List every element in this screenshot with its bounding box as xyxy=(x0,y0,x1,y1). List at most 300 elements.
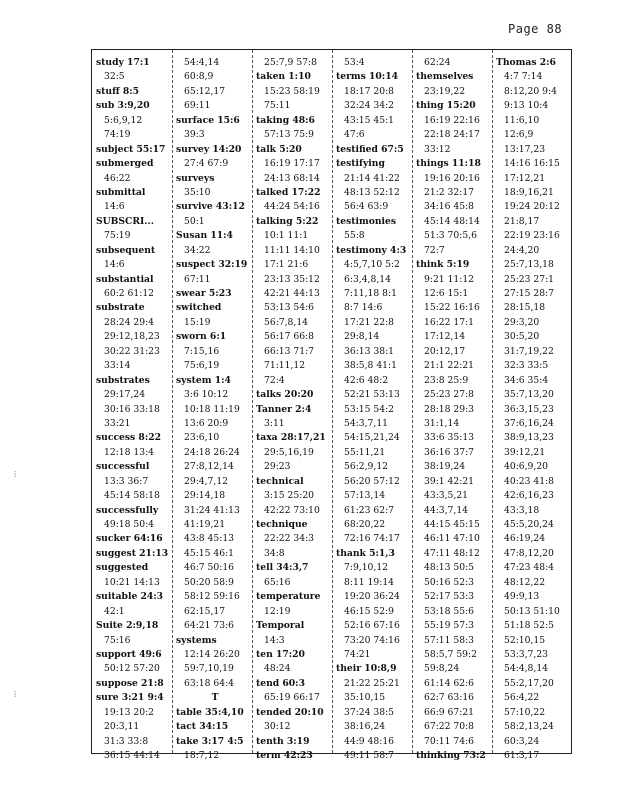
index-reference: 54:3,7,11 xyxy=(344,417,389,429)
index-reference: 46:15 52:9 xyxy=(344,605,395,617)
index-term: substrate xyxy=(96,302,145,314)
index-reference: 75:6,19 xyxy=(184,360,220,372)
index-reference: 15:22 16:16 xyxy=(424,302,480,314)
index-reference: 10:18 11:19 xyxy=(184,403,240,415)
index-term: talks 20:20 xyxy=(256,389,314,401)
index-reference: 38:16,24 xyxy=(344,721,386,733)
index-reference: 52:17 53:3 xyxy=(424,591,475,603)
index-reference: 53:13 54:6 xyxy=(264,302,315,314)
index-reference: 58:2,13,24 xyxy=(504,721,554,733)
index-term: thing 15:20 xyxy=(416,100,476,112)
index-reference: 16:19 22:16 xyxy=(424,114,480,126)
index-term: suitable 24:3 xyxy=(96,591,164,603)
index-term: Temporal xyxy=(256,620,305,632)
index-reference: 29:12,18,23 xyxy=(104,331,160,343)
index-reference: 48:24 xyxy=(264,663,291,675)
index-reference: 29:8,14 xyxy=(344,331,380,343)
index-reference: 24:18 26:24 xyxy=(184,446,240,458)
index-reference: 73:20 74:16 xyxy=(344,634,400,646)
index-reference: 43:3,18 xyxy=(504,504,540,516)
index-reference: 66:9 67:21 xyxy=(424,706,475,718)
index-reference: 21:22 25:21 xyxy=(344,677,400,689)
index-reference: 46:11 47:10 xyxy=(424,533,480,545)
index-reference: 33:14 xyxy=(104,360,131,372)
index-reference: 20:12,17 xyxy=(424,345,466,357)
index-reference: 56:2,9,12 xyxy=(344,461,389,473)
index-term: surveys xyxy=(176,172,215,184)
index-reference: 34:22 xyxy=(184,244,211,256)
index-reference: 66:13 71:7 xyxy=(264,345,315,357)
index-reference: 42:1 xyxy=(104,605,125,617)
index-reference: 61:23 62:7 xyxy=(344,504,395,516)
index-reference: 11:11 14:10 xyxy=(264,244,320,256)
index-term: table 35:4,10 xyxy=(176,706,244,718)
index-term: submittal xyxy=(96,186,146,198)
index-reference: 46:7 50:16 xyxy=(184,562,235,574)
index-reference: 18:7,12 xyxy=(184,750,220,761)
index-reference: 72:7 xyxy=(424,244,445,256)
index-reference: 61:14 62:6 xyxy=(424,677,475,689)
index-term: thank 5:1,3 xyxy=(336,547,395,559)
index-term: sub 3:9,20 xyxy=(96,100,150,112)
index-reference: 48:12,22 xyxy=(504,576,546,588)
index-reference: 60:3,24 xyxy=(504,735,540,747)
index-reference: 31:1,14 xyxy=(424,417,460,429)
index-term: Tanner 2:4 xyxy=(256,403,312,415)
index-reference: 74:21 xyxy=(344,648,371,660)
index-column-5 xyxy=(416,56,494,763)
index-reference: 28:15,18 xyxy=(504,302,546,314)
index-reference: 50:16 52:3 xyxy=(424,576,475,588)
index-reference: 5:6,9,12 xyxy=(104,114,143,126)
index-term: sure 3:21 9:4 xyxy=(96,692,164,704)
index-reference: 12:6 15:1 xyxy=(424,288,469,299)
index-term: technical xyxy=(256,475,304,487)
index-reference: 18:17 20:8 xyxy=(344,85,395,97)
index-column-3 xyxy=(256,56,334,763)
index-reference: 44:3,7,14 xyxy=(424,504,469,516)
index-reference: 32:5 xyxy=(104,71,125,83)
index-reference: 49:18 50:4 xyxy=(104,519,155,530)
index-reference: 64:21 73:6 xyxy=(184,620,235,632)
index-reference: 29:4,7,12 xyxy=(184,475,229,487)
index-term: thinking 73:2 xyxy=(416,750,486,761)
index-reference: 16:19 17:17 xyxy=(264,158,320,170)
index-term: study 17:1 xyxy=(96,57,150,68)
index-reference: 48:13 50:5 xyxy=(424,562,475,574)
index-reference: 72:4 xyxy=(264,374,285,386)
index-reference: 36:15 44:14 xyxy=(104,750,160,761)
index-reference: 53:18 55:6 xyxy=(424,605,475,617)
index-reference: 50:12 57:20 xyxy=(104,663,160,675)
index-reference: 27:15 28:7 xyxy=(504,288,555,299)
index-reference: 52:21 53:13 xyxy=(344,389,400,401)
index-reference: 13:3 36:7 xyxy=(104,475,149,487)
index-reference: 15:19 xyxy=(184,316,211,328)
index-reference: 54:15,21,24 xyxy=(344,432,400,444)
index-reference: 56:7,8,14 xyxy=(264,316,309,328)
index-reference: 44:24 54:16 xyxy=(264,201,320,213)
index-reference: 61:3,17 xyxy=(504,750,540,761)
index-reference: 4:5,7,10 5:2 xyxy=(344,259,400,271)
index-term: sworn 6:1 xyxy=(176,331,227,343)
index-reference: 47:11 48:12 xyxy=(424,547,480,559)
index-column-4 xyxy=(336,56,414,763)
index-reference: 36:16 37:7 xyxy=(424,446,475,458)
index-reference: 37:6,16,24 xyxy=(504,417,554,429)
index-reference: 54:4,14 xyxy=(184,57,220,68)
index-term: talk 5:20 xyxy=(256,143,302,155)
index-reference: 3:11 xyxy=(264,417,285,429)
index-reference: 36:3,15,23 xyxy=(504,403,554,415)
index-reference: 58:5,7 59:2 xyxy=(424,648,477,660)
index-term: Suite 2:9,18 xyxy=(96,620,159,632)
index-reference: 3:15 25:20 xyxy=(264,490,315,502)
index-term: Thomas 2:6 xyxy=(496,57,556,68)
index-reference: 68:20,22 xyxy=(344,519,386,530)
index-reference: 67:11 xyxy=(184,273,211,285)
index-reference: 31:3 33:8 xyxy=(104,735,149,747)
index-term: themselves xyxy=(416,71,474,83)
index-reference: 29:17,24 xyxy=(104,389,146,401)
index-reference: 75:19 xyxy=(104,230,131,242)
index-term: terms 10:14 xyxy=(336,71,398,83)
index-reference: 63:18 64:4 xyxy=(184,677,235,689)
index-reference: 47:23 48:4 xyxy=(504,562,555,574)
index-term: think 5:19 xyxy=(416,259,470,271)
index-reference: 39:1 42:21 xyxy=(424,475,475,487)
index-reference: 44:9 48:16 xyxy=(344,735,395,747)
index-term: term 42:23 xyxy=(256,750,313,761)
index-term: tend 60:3 xyxy=(256,677,305,689)
index-reference: 19:20 36:24 xyxy=(344,591,400,603)
index-reference: 31:7,19,22 xyxy=(504,345,554,357)
index-reference: 52:10,15 xyxy=(504,634,546,646)
index-reference: 44:15 45:15 xyxy=(424,519,480,530)
index-reference: 23:8 25:9 xyxy=(424,374,469,386)
index-reference: 25:7,9 57:8 xyxy=(264,57,317,68)
index-term: substantial xyxy=(96,273,154,285)
index-reference: 8:12,20 9:4 xyxy=(504,85,557,97)
index-term: tenth 3:19 xyxy=(256,735,310,747)
index-reference: 47:6 xyxy=(344,129,365,141)
index-reference: 48:13 52:12 xyxy=(344,186,400,198)
index-reference: 19:24 20:12 xyxy=(504,201,560,213)
index-term: Susan 11:4 xyxy=(176,230,233,242)
index-reference: 57:13,14 xyxy=(344,490,386,502)
index-reference: 51:18 52:5 xyxy=(504,620,555,632)
index-reference: 17:21 22:8 xyxy=(344,316,395,328)
index-term: successfully xyxy=(96,504,159,516)
index-reference: 41:19,21 xyxy=(184,519,226,530)
index-reference: 21:8,17 xyxy=(504,215,540,227)
index-reference: 33:12 xyxy=(424,143,451,155)
index-reference: 38:19,24 xyxy=(424,461,466,473)
index-term: testimony 4:3 xyxy=(336,244,407,256)
index-reference: 53:15 54:2 xyxy=(344,403,395,415)
index-reference: 25:23 27:8 xyxy=(424,389,475,401)
index-term: taking 48:6 xyxy=(256,114,315,126)
index-reference: 12:6,9 xyxy=(504,129,534,141)
index-reference: 22:19 23:16 xyxy=(504,230,560,242)
index-reference: 34:16 45:8 xyxy=(424,201,475,213)
index-column-6 xyxy=(496,56,574,763)
index-reference: 17:12,21 xyxy=(504,172,546,184)
index-reference: 56:4,22 xyxy=(504,692,540,704)
index-column-2 xyxy=(176,56,254,763)
index-reference: 16:22 17:1 xyxy=(424,316,475,328)
index-reference: 14:16 16:15 xyxy=(504,158,560,170)
word-index-box xyxy=(91,49,572,761)
index-reference: 29:23 xyxy=(264,461,291,473)
index-reference: 7:15,16 xyxy=(184,345,220,357)
scan-mark: ⁞ xyxy=(14,690,17,699)
index-term: success 8:22 xyxy=(96,432,161,444)
index-reference: 43:8 45:13 xyxy=(184,533,235,545)
index-reference: 59:8,24 xyxy=(424,663,460,675)
index-reference: 22:22 34:3 xyxy=(264,533,315,545)
index-reference: 32:24 34:2 xyxy=(344,100,395,112)
index-reference: 10:21 14:13 xyxy=(104,576,160,588)
index-reference: 75:16 xyxy=(104,634,131,646)
index-reference: 45:15 46:1 xyxy=(184,547,235,559)
page-number: Page 88 xyxy=(508,22,563,36)
index-reference: 34:8 xyxy=(264,547,285,559)
index-reference: 53:4 xyxy=(344,57,365,68)
index-reference: 30:16 33:18 xyxy=(104,403,160,415)
index-term: support 49:6 xyxy=(96,648,162,660)
index-reference: 9:13 10:4 xyxy=(504,100,549,112)
index-reference: 10:1 11:1 xyxy=(264,230,309,242)
index-reference: 14:6 xyxy=(104,201,125,213)
index-reference: 42:6 48:2 xyxy=(344,374,389,386)
index-reference: 12:14 26:20 xyxy=(184,648,240,660)
index-reference: 23:19,22 xyxy=(424,85,466,97)
index-term: T xyxy=(211,692,219,704)
index-reference: 20:3,11 xyxy=(104,721,140,733)
index-reference: 62:15,17 xyxy=(184,605,226,617)
index-reference: 52:16 67:16 xyxy=(344,620,400,632)
index-term: talking 5:22 xyxy=(256,215,319,227)
index-reference: 35:10,15 xyxy=(344,692,386,704)
index-reference: 6:3,4,8,14 xyxy=(344,273,391,285)
index-reference: 55:19 57:3 xyxy=(424,620,475,632)
index-reference: 43:3,5,21 xyxy=(424,490,469,502)
index-reference: 21:1 22:21 xyxy=(424,360,475,372)
index-reference: 23:13 35:12 xyxy=(264,273,320,285)
index-reference: 27:8,12,14 xyxy=(184,461,234,473)
index-term: temperature xyxy=(256,591,321,603)
index-reference: 45:14 48:14 xyxy=(424,215,480,227)
index-reference: 28:24 29:4 xyxy=(104,316,155,328)
index-reference: 35:10 xyxy=(184,186,211,198)
index-reference: 19:13 20:2 xyxy=(104,706,155,718)
index-reference: 8:11 19:14 xyxy=(344,576,395,588)
index-term: swear 5:23 xyxy=(176,288,232,299)
index-reference: 27:4 67:9 xyxy=(184,158,229,170)
index-reference: 7:9,10,12 xyxy=(344,562,389,574)
index-reference: 14:3 xyxy=(264,634,285,646)
index-reference: 11:6,10 xyxy=(504,114,540,126)
index-reference: 21:2 32:17 xyxy=(424,186,475,198)
index-term: things 11:18 xyxy=(416,158,481,170)
index-column-1 xyxy=(96,56,174,763)
index-reference: 42:6,16,23 xyxy=(504,490,554,502)
index-reference: 57:13 75:9 xyxy=(264,129,315,141)
index-reference: 21:14 41:22 xyxy=(344,172,400,184)
index-term: talked 17:22 xyxy=(256,186,321,198)
index-term: submerged xyxy=(96,158,154,170)
index-term: tended 20:10 xyxy=(256,706,324,718)
index-reference: 51:3 70:5,6 xyxy=(424,230,477,242)
index-reference: 57:10,22 xyxy=(504,706,546,718)
index-reference: 59:7,10,19 xyxy=(184,663,234,675)
index-reference: 31:24 41:13 xyxy=(184,504,240,516)
index-reference: 23:6,10 xyxy=(184,432,220,444)
index-reference: 56:17 66:8 xyxy=(264,331,315,343)
index-reference: 25:23 27:1 xyxy=(504,273,555,285)
scan-mark: ⁞ xyxy=(14,470,17,479)
index-reference: 12:18 13:4 xyxy=(104,446,155,458)
index-reference: 32:3 33:5 xyxy=(504,360,549,372)
index-term: tact 34:15 xyxy=(176,721,229,733)
index-reference: 13:17,23 xyxy=(504,143,546,155)
index-term: tell 34:3,7 xyxy=(256,562,309,574)
index-term: successful xyxy=(96,461,150,473)
index-term: suggested xyxy=(96,562,149,574)
index-reference: 33:21 xyxy=(104,417,131,429)
index-reference: 37:24 38:5 xyxy=(344,706,395,718)
index-reference: 45:14 58:18 xyxy=(104,490,160,502)
index-reference: 29:14,18 xyxy=(184,490,226,502)
index-term: surface 15:6 xyxy=(176,114,240,126)
index-reference: 56:4 63:9 xyxy=(344,201,389,213)
index-reference: 55:11,21 xyxy=(344,446,386,458)
index-term: subsequent xyxy=(96,244,156,256)
index-reference: 74:19 xyxy=(104,129,131,141)
index-reference: 67:22 70:8 xyxy=(424,721,475,733)
index-term: their 10:8,9 xyxy=(336,663,397,675)
index-reference: 40:23 41:8 xyxy=(504,475,555,487)
index-reference: 60:8,9 xyxy=(184,71,214,83)
index-reference: 17:12,14 xyxy=(424,331,466,343)
index-reference: 56:20 57:12 xyxy=(344,475,400,487)
index-term: switched xyxy=(176,302,222,314)
index-reference: 38:9,13,23 xyxy=(504,432,554,444)
index-reference: 15:23 58:19 xyxy=(264,85,320,97)
index-reference: 12:19 xyxy=(264,605,291,617)
index-term: sucker 64:16 xyxy=(96,533,163,545)
index-reference: 55:2,17,20 xyxy=(504,677,554,689)
index-term: testified 67:5 xyxy=(336,143,404,155)
index-reference: 42:22 73:10 xyxy=(264,504,320,516)
index-reference: 13:6 20:9 xyxy=(184,417,229,429)
index-reference: 14:6 xyxy=(104,259,125,271)
index-reference: 62:7 63:16 xyxy=(424,692,475,704)
index-reference: 3:6 10:12 xyxy=(184,389,229,401)
index-reference: 71:11,12 xyxy=(264,360,306,372)
index-reference: 42:21 44:13 xyxy=(264,288,320,299)
index-term: survive 43:12 xyxy=(176,201,245,213)
index-reference: 72:16 74:17 xyxy=(344,533,400,545)
index-term: testifying xyxy=(336,158,385,170)
index-term: systems xyxy=(176,634,217,646)
index-term: taxa 28:17,21 xyxy=(256,432,326,444)
index-reference: 46:19,24 xyxy=(504,533,546,545)
index-reference: 28:18 29:3 xyxy=(424,403,475,415)
index-term: suggest 21:13 xyxy=(96,547,169,559)
index-reference: 30:12 xyxy=(264,721,291,733)
index-reference: 49:9,13 xyxy=(504,591,540,603)
index-reference: 24:4,20 xyxy=(504,244,540,256)
index-term: technique xyxy=(256,519,308,530)
index-reference: 50:20 58:9 xyxy=(184,576,235,588)
index-reference: 30:22 31:23 xyxy=(104,345,160,357)
index-reference: 70:11 74:6 xyxy=(424,735,475,747)
index-reference: 49:11 58:7 xyxy=(344,750,395,761)
index-reference: 69:11 xyxy=(184,100,211,112)
index-reference: 62:24 xyxy=(424,57,451,68)
index-term: suspect 32:19 xyxy=(176,259,248,271)
index-reference: 18:9,16,21 xyxy=(504,186,554,198)
index-reference: 17:1 21:6 xyxy=(264,259,309,271)
index-reference: 75:11 xyxy=(264,100,291,112)
index-reference: 55:8 xyxy=(344,230,365,242)
index-reference: 65:19 66:17 xyxy=(264,692,320,704)
index-reference: 35:7,13,20 xyxy=(504,389,554,401)
index-reference: 29:5,16,19 xyxy=(264,446,314,458)
index-reference: 38:5,8 41:1 xyxy=(344,360,397,372)
index-reference: 57:11 58:3 xyxy=(424,634,475,646)
index-reference: 43:15 45:1 xyxy=(344,114,395,126)
index-reference: 8:7 14:6 xyxy=(344,302,383,314)
index-reference: 29:3,20 xyxy=(504,316,540,328)
index-term: system 1:4 xyxy=(176,374,231,386)
index-reference: 45:5,20,24 xyxy=(504,519,554,530)
index-reference: 25:7,13,18 xyxy=(504,259,554,271)
index-reference: 60:2 61:12 xyxy=(104,288,155,299)
index-term: testimonies xyxy=(336,215,397,227)
index-reference: 50:13 51:10 xyxy=(504,605,560,617)
index-reference: 19:16 20:16 xyxy=(424,172,480,184)
index-term: taken 1:10 xyxy=(256,71,311,83)
index-term: ten 17:20 xyxy=(256,648,305,660)
index-reference: 22:18 24:17 xyxy=(424,129,480,141)
index-reference: 40:6,9,20 xyxy=(504,461,549,473)
index-reference: 34:6 35:4 xyxy=(504,374,549,386)
index-reference: 47:8,12,20 xyxy=(504,547,554,559)
index-reference: 33:6 35:13 xyxy=(424,432,475,444)
index-reference: 4:7 7:14 xyxy=(504,71,543,83)
index-reference: 36:13 38:1 xyxy=(344,345,395,357)
index-term: subject 55:17 xyxy=(96,143,166,155)
index-reference: 54:4,8,14 xyxy=(504,663,549,675)
index-reference: 9:21 11:12 xyxy=(424,273,475,285)
index-term: survey 14:20 xyxy=(176,143,242,155)
index-term: SUBSCRI... xyxy=(96,215,154,227)
index-reference: 39:3 xyxy=(184,129,205,141)
index-reference: 65:12,17 xyxy=(184,85,226,97)
index-term: stuff 8:5 xyxy=(96,85,140,97)
index-reference: 7:11,18 8:1 xyxy=(344,288,397,299)
index-reference: 65:16 xyxy=(264,576,291,588)
index-reference: 30:5,20 xyxy=(504,331,540,343)
index-term: take 3:17 4:5 xyxy=(176,735,244,747)
index-reference: 24:13 68:14 xyxy=(264,172,320,184)
index-reference: 50:1 xyxy=(184,215,205,227)
index-reference: 46:22 xyxy=(104,172,131,184)
index-reference: 39:12,21 xyxy=(504,446,546,458)
